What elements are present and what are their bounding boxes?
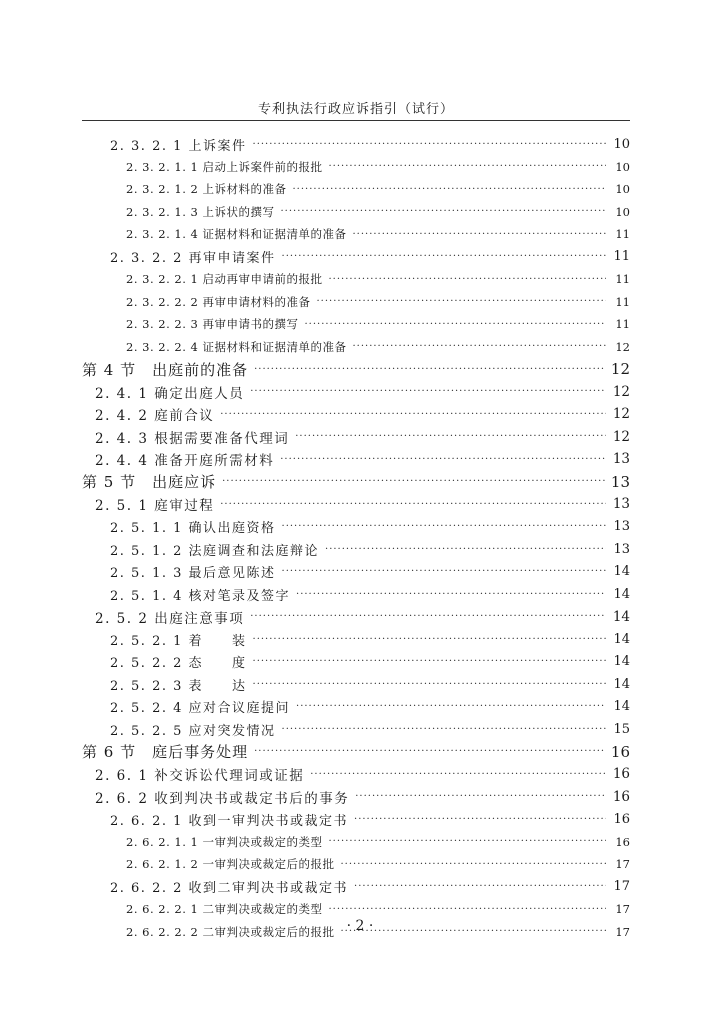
toc-entry-page: 14 (613, 654, 630, 670)
dot-leader (304, 319, 606, 330)
dot-leader (222, 476, 606, 487)
toc-entry-title: 2. 5. 2. 4 应对合议庭提问 (110, 701, 291, 717)
toc-entry-title: 2. 6. 2. 2. 2 二审判决或裁定后的报批 (126, 924, 335, 939)
toc-entry-page: 14 (613, 586, 630, 602)
toc-entry-page: 16 (615, 834, 630, 849)
toc-entry[interactable] (95, 786, 630, 809)
toc-entry-page: 14 (613, 676, 630, 692)
dot-leader (282, 566, 606, 577)
toc-entry[interactable] (95, 606, 630, 629)
dot-leader (282, 521, 606, 532)
toc-entry-title: 2. 5. 1. 3 最后意见陈述 (110, 566, 276, 582)
toc-entry-page: 13 (613, 519, 630, 535)
toc-entry-page: 12 (612, 383, 630, 400)
toc-entry-page: 14 (613, 699, 630, 715)
dot-leader (253, 679, 606, 690)
toc-entry-title: 2. 3. 2. 1 上诉案件 (110, 138, 247, 154)
dot-leader (292, 184, 606, 195)
toc-entry-page: 14 (613, 564, 630, 580)
toc-entry-title: 第 4 节 出庭前的准备 (82, 360, 249, 379)
toc-entry-title: 2. 4. 2 庭前合议 (95, 408, 215, 425)
toc-entry[interactable] (110, 538, 630, 561)
toc-entry-page: 17 (615, 902, 630, 917)
dot-leader (316, 296, 606, 307)
toc-entry-title: 2. 3. 2. 2. 1 启动再审申请前的报批 (126, 272, 323, 287)
dot-leader (354, 881, 606, 892)
toc-entry[interactable] (110, 651, 630, 674)
toc-entry[interactable] (110, 583, 630, 606)
dot-leader (352, 341, 606, 352)
toc-entry[interactable] (126, 223, 630, 246)
toc-entry[interactable] (82, 358, 630, 381)
toc-entry-title: 2. 6. 2. 2 收到二审判决书或裁定书 (110, 881, 349, 897)
toc-entry-page: 11 (615, 294, 630, 309)
toc-entry-page: 10 (615, 159, 630, 174)
toc-entry-title: 2. 3. 2. 2. 2 再审申请材料的准备 (126, 294, 311, 309)
toc-entry-page: 10 (613, 136, 630, 152)
toc-entry-title: 2. 5. 2. 2 态 度 (110, 656, 247, 672)
toc-entry[interactable] (126, 268, 630, 291)
toc-entry[interactable] (82, 741, 630, 764)
dot-leader (328, 836, 606, 847)
dot-leader (352, 229, 606, 240)
toc-entry-page: 10 (615, 204, 630, 219)
toc-entry[interactable] (110, 808, 630, 831)
toc-entry-page: 12 (610, 360, 630, 379)
dot-leader (328, 161, 606, 172)
toc-entry-page: 17 (613, 879, 630, 895)
dot-leader (250, 611, 606, 622)
dot-leader (295, 431, 606, 442)
toc-entry[interactable] (95, 493, 630, 516)
dot-leader (296, 701, 606, 712)
toc-entry[interactable] (110, 876, 630, 899)
dot-leader (355, 791, 606, 802)
toc-entry-title: 2. 5. 2. 3 表 达 (110, 678, 247, 694)
toc-entry-page: 16 (610, 742, 630, 761)
toc-entry[interactable] (95, 763, 630, 786)
toc-entry-page: 16 (612, 766, 630, 783)
toc-entry[interactable] (126, 178, 630, 201)
toc-entry-page: 12 (612, 406, 630, 423)
toc-entry-page: 11 (615, 227, 630, 242)
dot-leader (254, 746, 606, 757)
toc-entry-title: 2. 5. 1. 4 核对笔录及签字 (110, 588, 291, 604)
dot-leader (282, 724, 606, 735)
toc-entry-page: 13 (613, 541, 630, 557)
toc-entry-title: 2. 6. 2 收到判决书或裁定书后的事务 (95, 790, 350, 807)
dot-leader (282, 251, 606, 262)
toc-entry[interactable] (110, 561, 630, 584)
running-header: 专利执法行政应诉指引（试行） (257, 102, 454, 117)
toc-entry[interactable] (110, 673, 630, 696)
toc-entry-title: 2. 3. 2. 1. 1 启动上诉案件前的报批 (126, 159, 323, 174)
dot-leader (310, 769, 606, 780)
dot-leader (280, 206, 606, 217)
toc-entry-title: 2. 6. 2. 1 收到一审判决书或裁定书 (110, 813, 349, 829)
toc-entry-title: 2. 4. 4 准备开庭所需材料 (95, 453, 275, 470)
toc-entry[interactable] (110, 628, 630, 651)
toc-entry[interactable] (110, 516, 630, 539)
toc-entry-title: 2. 5. 1 庭审过程 (95, 498, 215, 515)
toc-entry[interactable] (126, 291, 630, 314)
dot-leader (328, 904, 606, 915)
toc-entry-title: 2. 3. 2. 2. 3 再审申请书的撰写 (126, 317, 299, 332)
toc-entry-page: 11 (615, 272, 630, 287)
dot-leader (253, 656, 606, 667)
toc-entry-title: 第 5 节 出庭应诉 (82, 473, 217, 492)
toc-entry-page: 15 (613, 721, 630, 737)
toc-entry-page: 10 (615, 182, 630, 197)
toc-entry-title: 2. 3. 2. 2 再审申请案件 (110, 251, 276, 267)
toc-entry[interactable] (126, 831, 630, 854)
toc-entry-title: 2. 6. 1 补交诉讼代理词或证据 (95, 768, 305, 785)
toc-entry-page: 11 (613, 249, 630, 265)
toc-entry-title: 2. 6. 2. 1. 1 一审判决或裁定的类型 (126, 834, 323, 849)
dot-leader (340, 859, 606, 870)
dot-leader (250, 386, 606, 397)
toc-entry-title: 2. 4. 1 确定出庭人员 (95, 385, 245, 402)
toc-entry-title: 2. 6. 2. 1. 2 一审判决或裁定后的报批 (126, 857, 335, 872)
toc-entry-page: 12 (612, 428, 630, 445)
toc-entry[interactable] (95, 448, 630, 471)
toc-entry-page: 11 (615, 317, 630, 332)
toc-entry[interactable] (95, 403, 630, 426)
dot-leader (254, 364, 606, 375)
header-rule (82, 120, 630, 121)
dot-leader (325, 544, 606, 555)
dot-leader (354, 814, 606, 825)
dot-leader (253, 139, 606, 150)
toc-entry-page: 14 (613, 631, 630, 647)
toc-entry-title: 2. 3. 2. 1. 3 上诉状的撰写 (126, 204, 275, 219)
toc-entry-page: 17 (615, 857, 630, 872)
toc-entry-title: 2. 3. 2. 2. 4 证据材料和证据清单的准备 (126, 339, 347, 354)
toc-entry[interactable] (126, 201, 630, 224)
toc-entry[interactable] (95, 426, 630, 449)
toc-entry[interactable] (126, 156, 630, 179)
toc-entry-title: 第 6 节 庭后事务处理 (82, 743, 249, 762)
toc-entry-page: 12 (615, 339, 630, 354)
toc-entry[interactable] (110, 133, 630, 156)
dot-leader (220, 499, 606, 510)
dot-leader (296, 589, 606, 600)
toc-entry-title: 2. 5. 1. 2 法庭调查和法庭辩论 (110, 543, 320, 559)
table-of-contents (0, 133, 720, 943)
toc-entry[interactable] (110, 718, 630, 741)
toc-entry-page: 13 (612, 496, 630, 513)
toc-entry-page: 13 (610, 472, 630, 491)
toc-entry[interactable] (82, 471, 630, 494)
toc-entry-title: 2. 4. 3 根据需要准备代理词 (95, 430, 290, 447)
dot-leader (253, 634, 606, 645)
toc-entry-title: 2. 5. 2. 1 着 装 (110, 633, 247, 649)
toc-entry[interactable] (126, 336, 630, 359)
dot-leader (220, 409, 606, 420)
toc-entry-title: 2. 5. 1. 1 确认出庭资格 (110, 521, 276, 537)
toc-entry[interactable] (126, 853, 630, 876)
toc-entry-page: 16 (612, 788, 630, 805)
toc-entry[interactable] (95, 381, 630, 404)
toc-entry[interactable] (110, 246, 630, 269)
toc-entry[interactable] (110, 696, 630, 719)
toc-entry-page: 17 (615, 924, 630, 939)
toc-entry-page: 14 (612, 608, 630, 625)
toc-entry-page: 16 (613, 811, 630, 827)
toc-entry-title: 2. 3. 2. 1. 2 上诉材料的准备 (126, 182, 287, 197)
dot-leader (280, 454, 606, 465)
toc-entry-title: 2. 5. 2 出庭注意事项 (95, 610, 245, 627)
toc-entry-title: 2. 6. 2. 2. 1 二审判决或裁定的类型 (126, 902, 323, 917)
toc-entry-page: 13 (612, 451, 630, 468)
toc-entry-title: 2. 5. 2. 5 应对突发情况 (110, 723, 276, 739)
page-number: · 2 · (346, 918, 374, 934)
toc-entry-title: 2. 3. 2. 1. 4 证据材料和证据清单的准备 (126, 227, 347, 242)
toc-entry[interactable] (126, 313, 630, 336)
dot-leader (328, 274, 606, 285)
